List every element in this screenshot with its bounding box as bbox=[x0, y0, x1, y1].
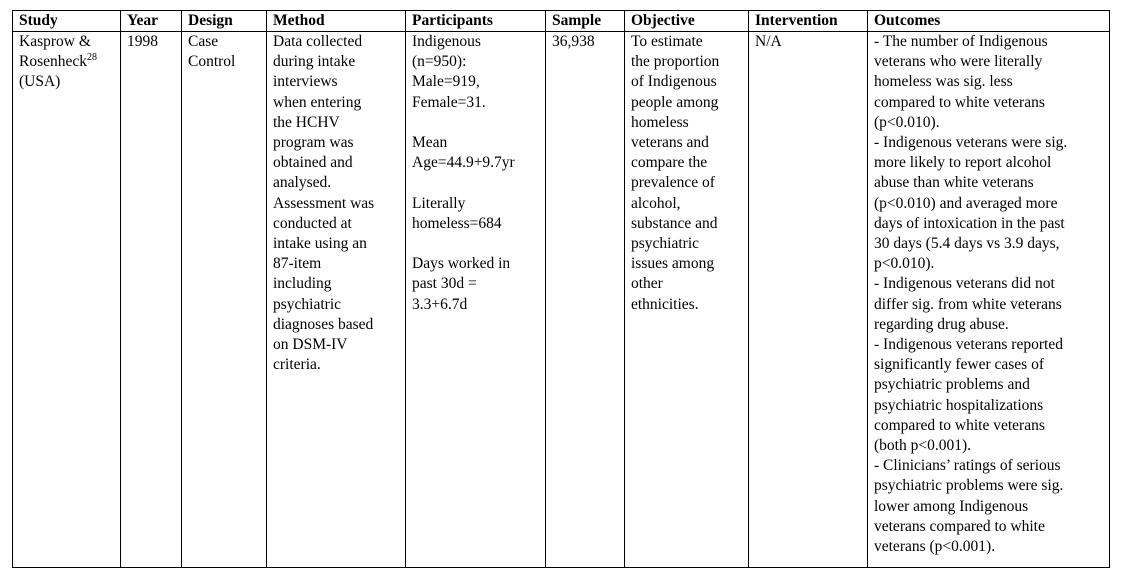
study-author-line2 bbox=[19, 52, 114, 72]
cell-outcomes bbox=[868, 32, 1110, 568]
objective-line: substance and bbox=[631, 214, 718, 232]
method-line: analysed. bbox=[273, 174, 332, 192]
cell-participants bbox=[406, 32, 546, 568]
cell-intervention bbox=[749, 32, 868, 568]
header-row bbox=[13, 11, 1110, 32]
objective-line: To estimate bbox=[631, 33, 703, 50]
objective-line: homeless bbox=[631, 113, 689, 131]
outcomes-line: regarding drug abuse. bbox=[874, 315, 1009, 333]
table-row bbox=[13, 32, 1110, 568]
objective-line: ethnicities. bbox=[631, 295, 699, 313]
objective-line: prevalence of bbox=[631, 174, 715, 192]
outcomes-line: p<0.010). bbox=[874, 255, 935, 273]
cell-sample bbox=[546, 32, 625, 568]
participants-spacer bbox=[412, 234, 539, 254]
objective-line: compare the bbox=[631, 154, 708, 172]
outcomes-line: psychiatric problems and bbox=[874, 376, 1030, 394]
method-line: conducted at bbox=[273, 214, 352, 232]
header-method: Method bbox=[267, 11, 406, 32]
participants-spacer bbox=[412, 173, 539, 193]
outcomes-line: psychiatric hospitalizations bbox=[874, 396, 1044, 414]
objective-line: veterans and bbox=[631, 134, 709, 152]
header-year: Year bbox=[121, 11, 182, 32]
method-line: criteria. bbox=[273, 356, 321, 374]
cell-objective bbox=[625, 32, 749, 568]
outcomes-line: - Clinicians’ ratings of serious bbox=[874, 457, 1061, 475]
outcomes-line: - The number of Indigenous bbox=[874, 33, 1048, 50]
header-intervention: Intervention bbox=[749, 11, 868, 32]
participants-line: Indigenous bbox=[412, 33, 481, 50]
header-design: Design bbox=[182, 11, 267, 32]
outcomes-line: (p<0.010). bbox=[874, 113, 940, 131]
cell-study bbox=[13, 32, 121, 568]
objective-line: alcohol, bbox=[631, 194, 681, 212]
header-objective: Objective bbox=[625, 11, 749, 32]
outcomes-line: veterans (p<0.001). bbox=[874, 538, 996, 556]
participants-line: (n=950): bbox=[412, 53, 467, 71]
method-line: program was bbox=[273, 134, 354, 152]
method-line: diagnoses based bbox=[273, 315, 374, 333]
intervention-value: N/A bbox=[755, 33, 782, 50]
header-outcomes: Outcomes bbox=[868, 11, 1110, 32]
study-ref-superscript: 28 bbox=[87, 52, 98, 64]
study-country: (USA) bbox=[19, 73, 61, 91]
participants-line: Days worked in bbox=[412, 255, 511, 273]
method-line: when entering bbox=[273, 93, 362, 111]
objective-line: of Indigenous bbox=[631, 73, 717, 91]
sample-value: 36,938 bbox=[552, 33, 595, 50]
outcomes-line: differ sig. from white veterans bbox=[874, 295, 1062, 313]
outcomes-line: psychiatric problems were sig. bbox=[874, 477, 1064, 495]
outcomes-line: - Indigenous veterans were sig. bbox=[874, 134, 1068, 152]
participants-line: past 30d = bbox=[412, 275, 477, 293]
outcomes-line: compared to white veterans bbox=[874, 416, 1045, 434]
method-line: Data collected bbox=[273, 33, 363, 50]
method-line: during intake bbox=[273, 53, 356, 71]
outcomes-line: 30 days (5.4 days vs 3.9 days, bbox=[874, 235, 1060, 253]
outcomes-line: abuse than white veterans bbox=[874, 174, 1034, 192]
outcomes-line: (both p<0.001). bbox=[874, 437, 971, 455]
study-author-line1: Kasprow & bbox=[19, 33, 91, 50]
cell-design bbox=[182, 32, 267, 568]
outcomes-line: lower among Indigenous bbox=[874, 497, 1029, 515]
participants-line: 3.3+6.7d bbox=[412, 295, 468, 313]
method-line: intake using an bbox=[273, 235, 367, 253]
outcomes-line: - Indigenous veterans reported bbox=[874, 336, 1063, 354]
outcomes-line: (p<0.010) and averaged more bbox=[874, 194, 1058, 212]
method-line: including bbox=[273, 275, 332, 293]
method-line: interviews bbox=[273, 73, 338, 91]
objective-line: people among bbox=[631, 93, 719, 111]
outcomes-line: - Indigenous veterans did not bbox=[874, 275, 1055, 293]
method-line: the HCHV bbox=[273, 113, 340, 131]
outcomes-line: more likely to report alcohol bbox=[874, 154, 1052, 172]
outcomes-line: homeless was sig. less bbox=[874, 73, 1013, 91]
header-study: Study bbox=[13, 11, 121, 32]
design-line: Control bbox=[188, 53, 236, 71]
method-line: on DSM-IV bbox=[273, 336, 348, 354]
outcomes-line: veterans compared to white bbox=[874, 517, 1045, 535]
objective-line: issues among bbox=[631, 255, 715, 273]
objective-line: other bbox=[631, 275, 663, 293]
participants-spacer bbox=[412, 113, 539, 133]
objective-line: the proportion bbox=[631, 53, 720, 71]
participants-line: Female=31. bbox=[412, 93, 486, 111]
participants-line: Age=44.9+9.7yr bbox=[412, 154, 515, 172]
design-line: Case bbox=[188, 33, 219, 50]
cell-year bbox=[121, 32, 182, 568]
participants-line: homeless=684 bbox=[412, 214, 502, 232]
method-line: psychiatric bbox=[273, 295, 342, 313]
method-line: obtained and bbox=[273, 154, 353, 172]
study-table bbox=[12, 10, 1110, 568]
outcomes-line: compared to white veterans bbox=[874, 93, 1045, 111]
participants-line: Mean bbox=[412, 134, 448, 151]
participants-line: Literally bbox=[412, 194, 466, 212]
header-sample: Sample bbox=[546, 11, 625, 32]
outcomes-line: significantly fewer cases of bbox=[874, 356, 1045, 374]
study-author-name: Rosenheck bbox=[19, 53, 88, 71]
method-line: Assessment was bbox=[273, 194, 375, 212]
year-value: 1998 bbox=[127, 33, 158, 50]
outcomes-line: days of intoxication in the past bbox=[874, 214, 1065, 232]
header-participants: Participants bbox=[406, 11, 546, 32]
method-line: 87-item bbox=[273, 255, 322, 273]
outcomes-line: veterans who were literally bbox=[874, 53, 1043, 71]
objective-line: psychiatric bbox=[631, 235, 700, 253]
cell-method bbox=[267, 32, 406, 568]
participants-line: Male=919, bbox=[412, 73, 480, 91]
